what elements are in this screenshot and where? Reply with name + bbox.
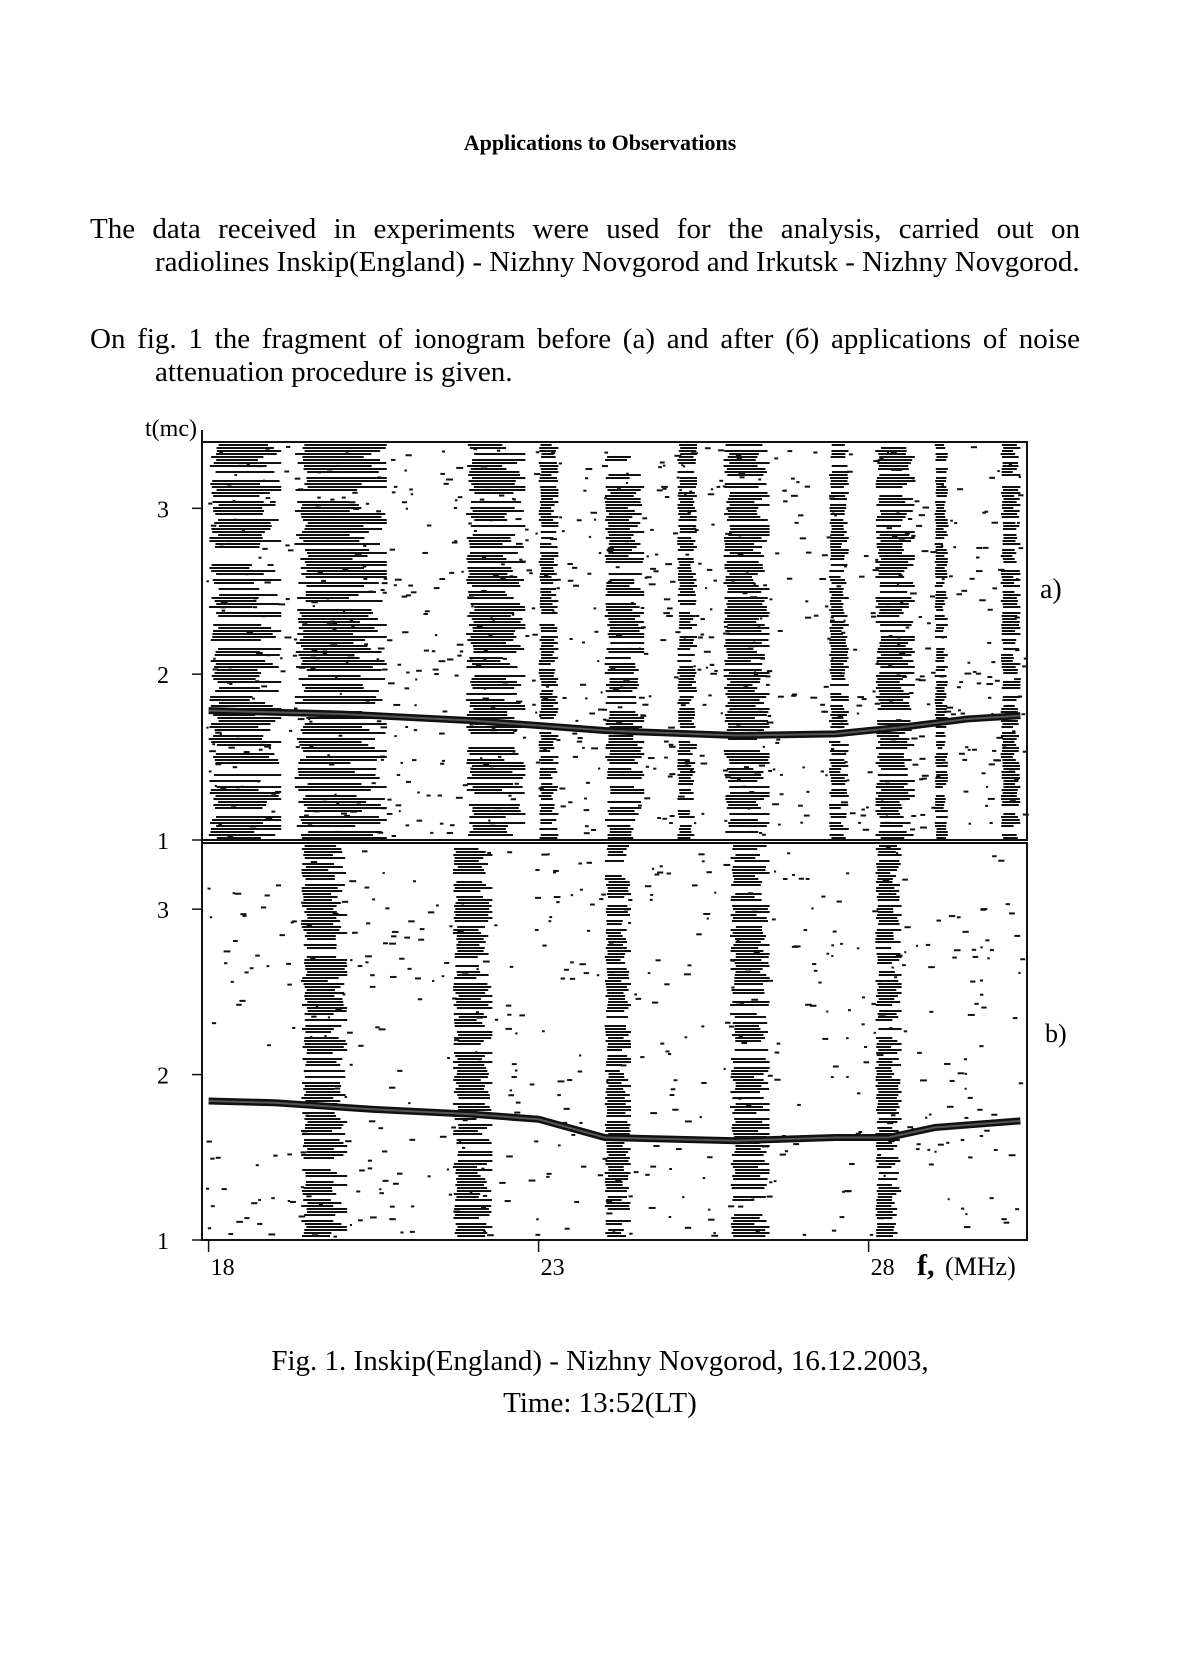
figure-caption-line-1: Fig. 1. Inskip(England) - Nizhny Novgorod, 16.12.2003, [271, 1345, 929, 1377]
x-tick-label: 23 [540, 1255, 565, 1281]
y-tick-label: 1 [157, 829, 169, 855]
panel-b-label: b) [1045, 1019, 1067, 1048]
paragraph-1: The data received in experiments were used for the analysis, carried out on radiolines Inskip(England) - Nizhny Novgorod and Irkutsk - Nizhny Novgorod. [90, 213, 1080, 278]
paragraph-2: On fig. 1 the fragment of ionogram before (a) and after (б) applications of noise attenuation procedure is given. [90, 323, 1080, 388]
section-heading: Applications to Observations [463, 130, 737, 155]
y-tick-label: 2 [157, 663, 169, 690]
x-tick-label: 28 [870, 1255, 895, 1281]
y-axis-label: t(mc) [145, 416, 197, 442]
panel-b-ionogram [202, 843, 1027, 1240]
y-tick-label: 2 [157, 1063, 169, 1090]
figure-caption-line-2: Time: 13:52(LT) [503, 1387, 697, 1419]
y-tick-label: 3 [157, 898, 169, 925]
x-tick-label: 18 [210, 1255, 235, 1281]
y-tick-label: 3 [157, 497, 169, 524]
y-tick-label: 1 [157, 1229, 169, 1255]
panel-a-ionogram [202, 442, 1029, 840]
panel-a-label: a) [1040, 574, 1062, 605]
x-axis-label: f, (MHz) [917, 1249, 1016, 1282]
